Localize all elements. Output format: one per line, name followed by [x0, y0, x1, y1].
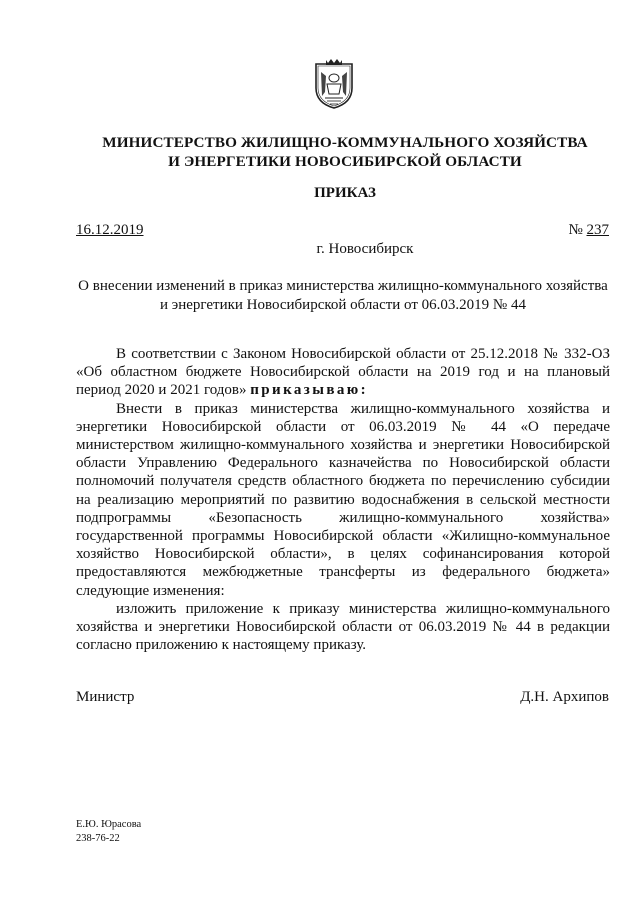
paragraph-change: изложить приложение к приказу министерства жилищно-коммунального хозяйства и энергетики Новосибирской области от 06.03.2019 № 44 в редакции согласно приложению к настоящему приказу. [76, 600, 610, 654]
order-keyword: приказываю: [250, 382, 369, 399]
signatory-role: Министр [76, 689, 135, 705]
executor-name: Е.Ю. Юрасова [76, 819, 142, 830]
order-subject: О внесении изменений в приказ министерства жилищно-коммунального хозяйства и энергетики Новосибирской области от 06.03.2019 № 44 [78, 278, 608, 313]
order-body [76, 345, 610, 654]
signatory-name: Д.Н. Архипов [520, 689, 609, 705]
coat-of-arms-icon [313, 58, 355, 110]
city: г. Новосибирск [316, 241, 414, 257]
executor-info [76, 818, 141, 846]
paragraph-basis [76, 345, 610, 400]
order-number-value: 237 [586, 222, 609, 238]
document-type: ПРИКАЗ [314, 185, 376, 201]
order-date: 16.12.2019 [76, 222, 144, 238]
paragraph-amendment: Внести в приказ министерства жилищно-коммунального хозяйства и энергетики Новосибирской области от 06.03.2019 № 44 «О передаче министерством жилищно-коммунального хозяйства и энергетики Новосибирской области Управлению Федерального казначейства по Новосибирской области полномочий получателя средств областного бюджета по перечислению субсидии на реализацию мероприятий по развитию водоснабжения в сельской местности подпрограммы «Безопасность жилищно-коммунального хозяйства» государственной программы Новосибирской области «Жилищно-коммунальное хозяйство Новосибирской области», в целях софинансирования которой предоставляются межбюджетные трансферты из федерального бюджета» следующие изменения: [76, 400, 610, 599]
ministry-name-line2: И ЭНЕРГЕТИКИ НОВОСИБИРСКОЙ ОБЛАСТИ [168, 153, 522, 170]
order-number-prefix: № [568, 222, 583, 238]
order-number [568, 222, 609, 239]
executor-phone: 238-76-22 [76, 833, 120, 844]
paragraph-basis-text: В соответствии с Законом Новосибирской области от 25.12.2018 № 332-ОЗ «Об областном бюджете Новосибирской области на 2019 год и на плановый период 2020 и 2021 годов» [76, 346, 610, 399]
ministry-name [60, 133, 630, 171]
ministry-name-line1: МИНИСТЕРСТВО ЖИЛИЩНО-КОММУНАЛЬНОГО ХОЗЯЙСТВА [102, 134, 588, 151]
